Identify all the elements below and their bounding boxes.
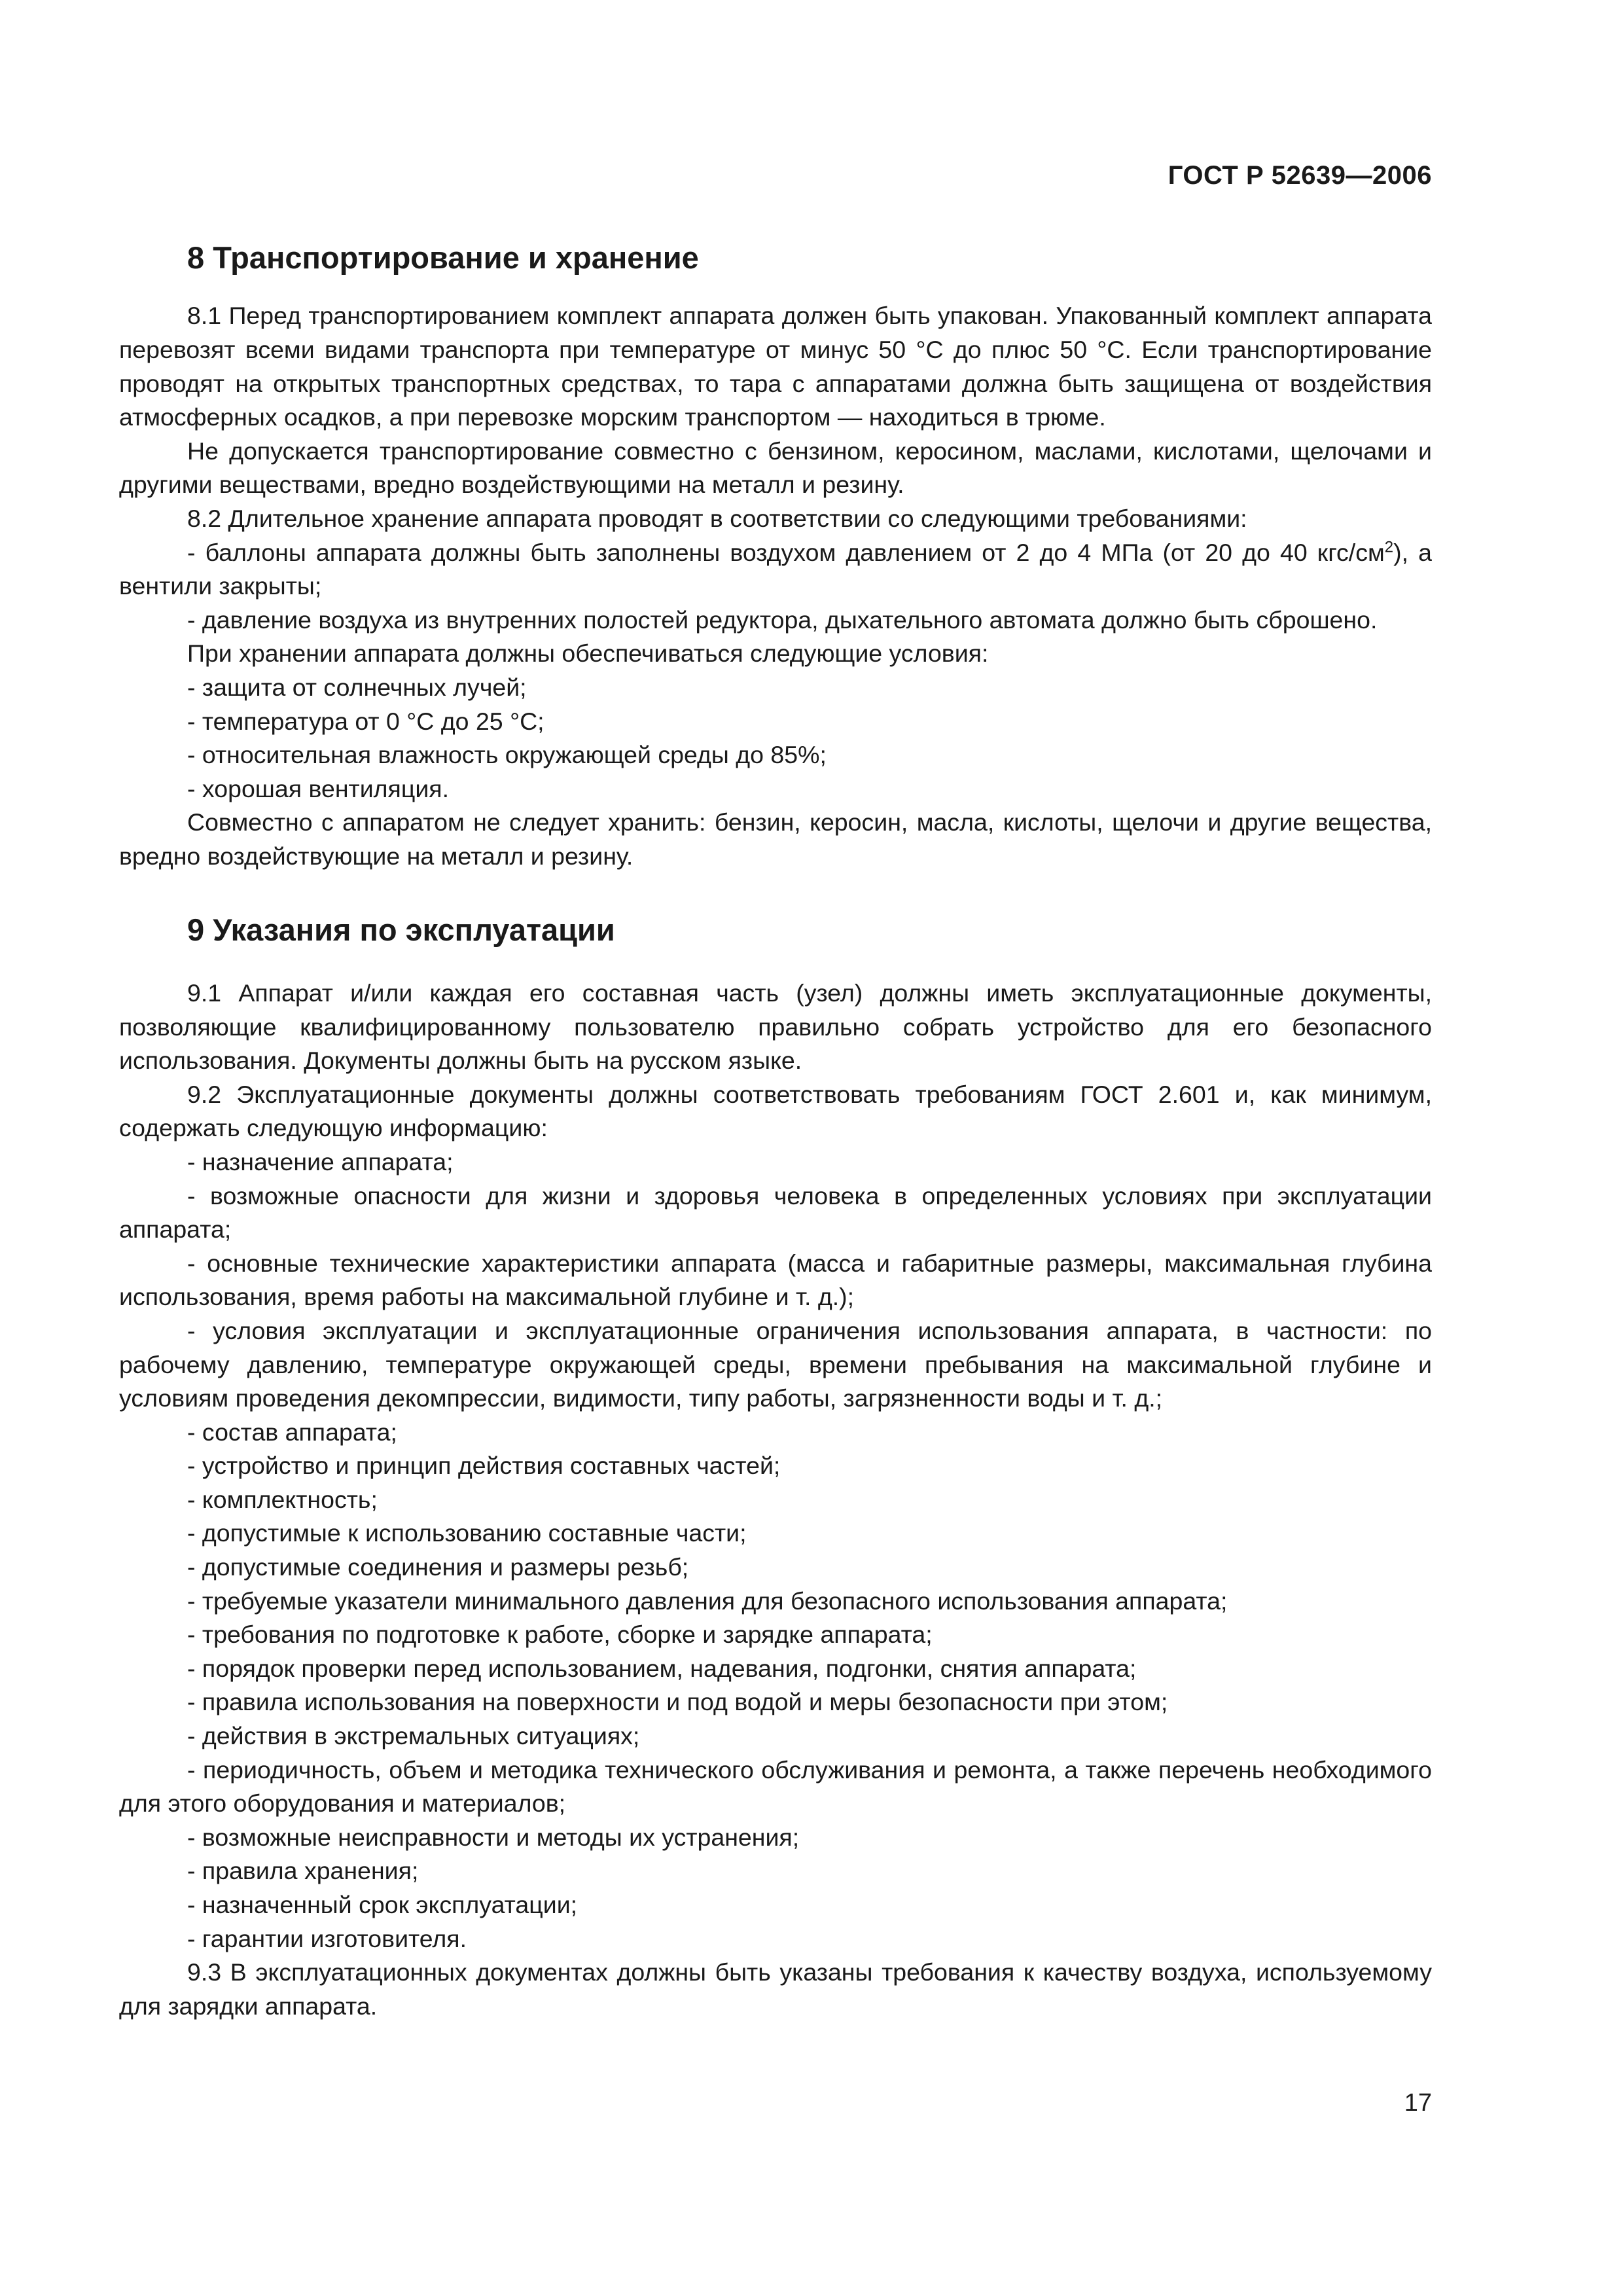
superscript: 2 bbox=[1384, 538, 1394, 556]
storage-requirement-pressure: - давление воздуха из внутренних полостей редуктора, дыхательного автомата должно быть сброшено. bbox=[187, 605, 1378, 634]
list-item: - действия в экстремальных ситуациях; bbox=[187, 1722, 640, 1750]
paragraph-9-2: 9.2 Эксплуатационные документы должны соответствовать требованиям ГОСТ 2.601 и, как минимум, содержать следующую информацию: bbox=[119, 1080, 1432, 1142]
storage-closing-paragraph: Совместно с аппаратом не следует хранить: бензин, керосин, масла, кислоты, щелочи и другие вещества, вредно воздействующие на металл и резину. bbox=[119, 808, 1432, 870]
storage-condition-item: - защита от солнечных лучей; bbox=[187, 673, 527, 701]
list-item: - требуемые указатели минимального давления для безопасного использования аппарата; bbox=[187, 1587, 1228, 1615]
paragraph-9-3: 9.3 В эксплуатационных документах должны быть указаны требования к качеству воздуха, используемому для зарядки аппарата. bbox=[119, 1958, 1432, 2020]
list-item: - условия эксплуатации и эксплуатационные ограничения использования аппарата, в частности: по рабочему давлению, температуре окружающей среды, времени пребывания на максимальной глубине и условиям проведения декомпрессии, видимости, типу работы, загрязненности воды и т. д.; bbox=[119, 1316, 1432, 1412]
list-item: - устройство и принцип действия составных частей; bbox=[187, 1452, 781, 1480]
storage-condition-item: - температура от 0 °С до 25 °С; bbox=[187, 707, 544, 735]
list-item: - правила хранения; bbox=[187, 1857, 419, 1885]
section-9-heading: 9 Указания по эксплуатации bbox=[187, 912, 615, 947]
section-8-heading: 8 Транспортирование и хранение bbox=[187, 240, 699, 275]
paragraph-transport-restriction: Не допускается транспортирование совместно с бензином, керосином, маслами, кислотами, щелочами и другими веществами, вредно воздействующими на металл и резину. bbox=[119, 437, 1432, 499]
list-item: - возможные неисправности и методы их устранения; bbox=[187, 1823, 800, 1851]
list-item: - гарантии изготовителя. bbox=[187, 1924, 467, 1952]
list-item: - порядок проверки перед использованием, надевания, подгонки, снятия аппарата; bbox=[187, 1654, 1137, 1682]
paragraph-9-1: 9.1 Аппарат и/или каждая его составная часть (узел) должны иметь эксплуатационные документы, позволяющие квалифицированному пользователю правильно собрать устройство для его безопасного использования. Документы должны быть на русском языке. bbox=[119, 978, 1432, 1075]
list-item: - правила использования на поверхности и под водой и меры безопасности при этом; bbox=[187, 1688, 1168, 1716]
list-item: - периодичность, объем и методика технического обслуживания и ремонта, а также перечень необходимого для этого оборудования и материалов; bbox=[119, 1755, 1432, 1818]
list-item: - возможные опасности для жизни и здоровья человека в определенных условиях при эксплуатации аппарата; bbox=[119, 1181, 1432, 1244]
document-body bbox=[119, 237, 1432, 2023]
list-item: - допустимые к использованию составные части; bbox=[187, 1519, 747, 1547]
standard-designation: ГОСТ Р 52639—2006 bbox=[1168, 161, 1432, 190]
storage-condition-item: - относительная влажность окружающей среды до 85%; bbox=[187, 741, 827, 769]
list-item: - требования по подготовке к работе, сборке и зарядке аппарата; bbox=[187, 1621, 933, 1649]
list-item: - основные технические характеристики аппарата (масса и габаритные размеры, максимальная глубина использования, время работы на максимальной глубине и т. д.); bbox=[119, 1249, 1432, 1311]
list-item: - назначенный срок эксплуатации; bbox=[187, 1891, 578, 1918]
list-item: - допустимые соединения и размеры резьб; bbox=[187, 1553, 689, 1581]
list-item: - назначение аппарата; bbox=[187, 1147, 454, 1175]
storage-condition-item: - хорошая вентиляция. bbox=[187, 774, 449, 802]
storage-requirement-cylinders bbox=[119, 536, 1432, 603]
paragraph-8-1: 8.1 Перед транспортированием комплект аппарата должен быть упакован. Упакованный комплект аппарата перевозят всеми видами транспорта при температуре от минус 50 °С до плюс 50 °С. Если транспортирование проводят на открытых транспортных средствах, то тара с аппаратами должна быть защищена от воздействия атмосферных осадков, а при перевозке морским транспортом — находиться в трюме. bbox=[119, 302, 1432, 431]
page-number: 17 bbox=[1404, 2089, 1432, 2117]
paragraph-8-2: 8.2 Длительное хранение аппарата проводят в соответствии со следующими требованиями: bbox=[187, 505, 1247, 532]
cylinders-text-end: ), а вентили закрыты; bbox=[119, 538, 1432, 600]
storage-conditions-intro: При хранении аппарата должны обеспечиваться следующие условия: bbox=[187, 639, 989, 668]
list-item: - состав аппарата; bbox=[187, 1418, 397, 1446]
cylinders-text: - баллоны аппарата должны быть заполнены воздухом давлением от 2 до 4 МПа (от 20 до 40 кгс/см bbox=[187, 538, 1385, 566]
list-item: - комплектность; bbox=[187, 1485, 378, 1513]
